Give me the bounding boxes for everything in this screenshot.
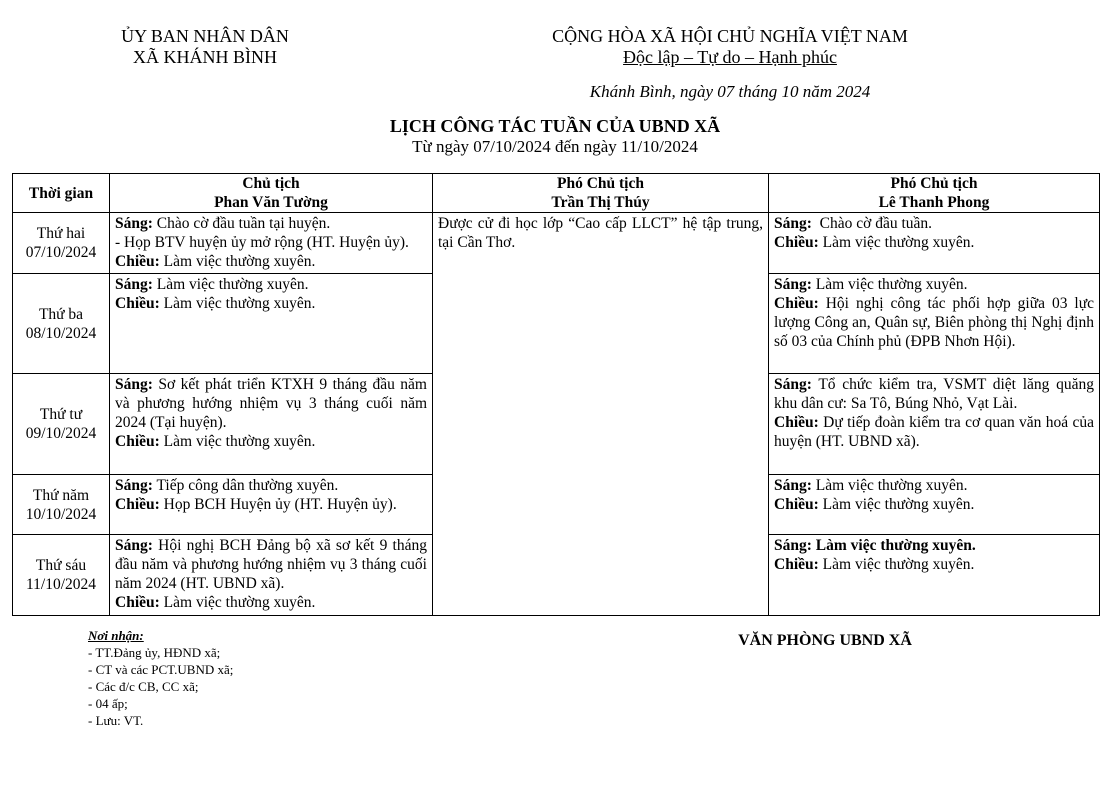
- header-vice-chair-1: [433, 174, 769, 213]
- day-cell: [13, 213, 110, 274]
- day-cell: [13, 535, 110, 616]
- entry-text: Tiếp công dân thường xuyên.: [152, 477, 339, 494]
- vice-chair-1-note: Được cử đi học lớp “Cao cấp LLCT” hệ tập trung, tại Cần Thơ.: [438, 215, 763, 251]
- entry-text: Làm việc thường xuyên.: [159, 594, 316, 611]
- document-date: Khánh Bình, ngày 07 tháng 10 năm 2024: [589, 82, 871, 101]
- entry-label: Chiều:: [115, 433, 160, 450]
- header-chairman-role: Chủ tịch: [242, 175, 300, 192]
- entry-label: Sáng:: [115, 215, 153, 232]
- day-cell: [13, 374, 110, 475]
- day-cell: [13, 274, 110, 374]
- day-name: Thứ hai: [36, 225, 86, 242]
- entry-label: Chiều:: [774, 556, 819, 573]
- vice-chair-2-cell: [769, 274, 1100, 374]
- schedule-entry: [115, 252, 427, 271]
- issuing-agency: [60, 26, 350, 68]
- table-header-row: [13, 174, 1100, 213]
- entry-text: Làm việc thường xuyên.: [159, 295, 316, 312]
- entry-text: Chào cờ đầu tuần tại huyện.: [152, 215, 331, 232]
- entry-label: Sáng:: [774, 215, 812, 232]
- entry-label: Chiều:: [774, 414, 819, 431]
- entry-label: Chiều:: [115, 594, 160, 611]
- day-date: 09/10/2024: [25, 425, 97, 442]
- entry-label: Chiều:: [115, 253, 160, 270]
- recipients-block: [88, 627, 233, 729]
- entry-text: Hội nghị BCH Đảng bộ xã sơ kết 9 tháng đầu năm và phương hướng nhiệm vụ 3 tháng cuối năm 2024 (HT. UBND xã).: [115, 537, 431, 592]
- recipient-item: - TT.Đảng ủy, HĐND xã;: [88, 645, 221, 660]
- entry-label: Chiều:: [774, 295, 819, 312]
- schedule-entry: [774, 294, 1098, 351]
- vice-chair-2-cell: [769, 374, 1100, 475]
- day-date: 10/10/2024: [25, 505, 97, 523]
- entry-label: Sáng:: [115, 276, 153, 293]
- header-chairman: [110, 174, 433, 213]
- day-date: 07/10/2024: [25, 244, 97, 261]
- entry-text: Làm việc thường xuyên.: [818, 234, 975, 251]
- day-name: Thứ sáu: [35, 557, 87, 574]
- chairman-cell: [110, 213, 433, 274]
- day-date: 08/10/2024: [25, 324, 97, 342]
- entry-text: Tổ chức kiểm tra, VSMT diệt lăng quăng khu dân cư: Sa Tô, Búng Nhỏ, Vạt Lài.: [774, 376, 1098, 412]
- entry-text: Làm việc thường xuyên.: [818, 496, 975, 513]
- schedule-entry: [115, 375, 431, 432]
- document-subtitle: Từ ngày 07/10/2024 đến ngày 11/10/2024: [412, 137, 698, 156]
- entry-text: Chào cờ đầu tuần.: [811, 215, 933, 232]
- schedule-entry: [115, 294, 427, 313]
- recipients-label: Nơi nhận:: [88, 628, 144, 643]
- table-row: [13, 213, 1100, 274]
- vice-chair-2-cell: [769, 535, 1100, 616]
- schedule-entry: [774, 375, 1098, 413]
- entry-text: Làm việc thường xuyên.: [811, 477, 968, 494]
- chairman-cell: [110, 475, 433, 535]
- entry-label: Sáng:: [115, 376, 153, 393]
- schedule-entry: [774, 476, 1094, 495]
- entry-label: Chiều:: [115, 496, 160, 513]
- header-vice-chair-2-name: Lê Thanh Phong: [878, 194, 990, 211]
- schedule-entry: [774, 214, 1094, 233]
- national-motto: Độc lập – Tự do – Hạnh phúc: [623, 47, 837, 67]
- header-vice-chair-1-role: Phó Chủ tịch: [557, 175, 644, 192]
- entry-label: Sáng:: [774, 276, 812, 293]
- schedule-entry: [774, 413, 1098, 451]
- day-cell: [13, 475, 110, 535]
- agency-line-1: ỦY BAN NHÂN DÂN: [121, 26, 289, 46]
- header-vice-chair-2-role: Phó Chủ tịch: [890, 175, 978, 192]
- schedule-entry: [115, 593, 427, 612]
- entry-label: Chiều:: [774, 496, 819, 513]
- entry-label: Chiều:: [115, 295, 160, 312]
- entry-label: Sáng:: [115, 537, 153, 554]
- day-name: Thứ ba: [38, 305, 84, 323]
- entry-text: Họp BCH Huyện ủy (HT. Huyện ủy).: [159, 496, 397, 513]
- vice-chair-1-cell: [433, 213, 769, 616]
- entry-label: Sáng:: [774, 376, 812, 393]
- recipient-item: - Các đ/c CB, CC xã;: [88, 679, 199, 694]
- entry-text: Làm việc thường xuyên.: [159, 253, 316, 270]
- schedule-entry: [774, 555, 1094, 574]
- recipient-item: - Lưu: VT.: [88, 713, 144, 728]
- weekly-schedule-table: [12, 173, 1100, 616]
- schedule-entry: [774, 275, 1094, 294]
- schedule-entry: [774, 233, 1094, 252]
- day-date: 11/10/2024: [25, 576, 97, 593]
- entry-text: Làm việc thường xuyên.: [159, 433, 316, 450]
- entry-text: Làm việc thường xuyên.: [811, 276, 968, 293]
- issuing-office: VĂN PHÒNG UBND XÃ: [738, 632, 912, 649]
- header-vice-chair-2: [769, 174, 1100, 213]
- schedule-entry: [115, 536, 431, 593]
- entry-text: Hội nghị công tác phối hợp giữa 03 lực lượng Công an, Quân sự, Biên phòng thị Nghị định số 03 của Chính phủ (ĐPB Nhơn Hội).: [774, 295, 1098, 350]
- day-name: Thứ năm: [32, 486, 90, 504]
- nation-name: CỘNG HÒA XÃ HỘI CHỦ NGHĨA VIỆT NAM: [552, 26, 908, 46]
- entry-text: Làm việc thường xuyên.: [818, 556, 975, 573]
- day-name: Thứ tư: [39, 406, 83, 423]
- entry-label: Sáng:: [774, 477, 812, 494]
- schedule-entry: [115, 476, 427, 495]
- schedule-entry: [115, 214, 427, 233]
- header-chairman-name: Phan Văn Tường: [214, 194, 328, 211]
- schedule-entry: [115, 275, 427, 294]
- schedule-entry: [115, 233, 427, 252]
- agency-line-2: XÃ KHÁNH BÌNH: [133, 47, 277, 67]
- entry-text: - Họp BTV huyện ủy mở rộng (HT. Huyện ủy).: [115, 234, 409, 251]
- entry-text: Làm việc thường xuyên.: [152, 276, 309, 293]
- header-vice-chair-1-name: Trần Thị Thúy: [551, 194, 650, 211]
- chairman-cell: [110, 535, 433, 616]
- schedule-entry: [774, 536, 1094, 555]
- entry-text: Sơ kết phát triển KTXH 9 tháng đầu năm và phương hướng nhiệm vụ 3 tháng cuối năm 2024 (Tại huyện).: [115, 376, 431, 431]
- header-time: Thời gian: [13, 174, 110, 213]
- recipient-item: - 04 ấp;: [88, 696, 128, 711]
- entry-label: Sáng: Làm việc thường xuyên.: [774, 537, 976, 554]
- national-header: [470, 26, 990, 68]
- vice-chair-2-cell: [769, 213, 1100, 274]
- schedule-entry: [774, 495, 1094, 514]
- entry-text: Dự tiếp đoàn kiểm tra cơ quan văn hoá của huyện (HT. UBND xã).: [774, 414, 1098, 450]
- document-title: LỊCH CÔNG TÁC TUẦN CỦA UBND XÃ: [389, 116, 721, 136]
- schedule-entry: [115, 495, 427, 514]
- recipient-item: - CT và các PCT.UBND xã;: [88, 662, 234, 677]
- vice-chair-2-cell: [769, 475, 1100, 535]
- entry-label: Sáng:: [115, 477, 153, 494]
- chairman-cell: [110, 274, 433, 374]
- schedule-entry: [115, 432, 427, 451]
- chairman-cell: [110, 374, 433, 475]
- entry-label: Chiều:: [774, 234, 819, 251]
